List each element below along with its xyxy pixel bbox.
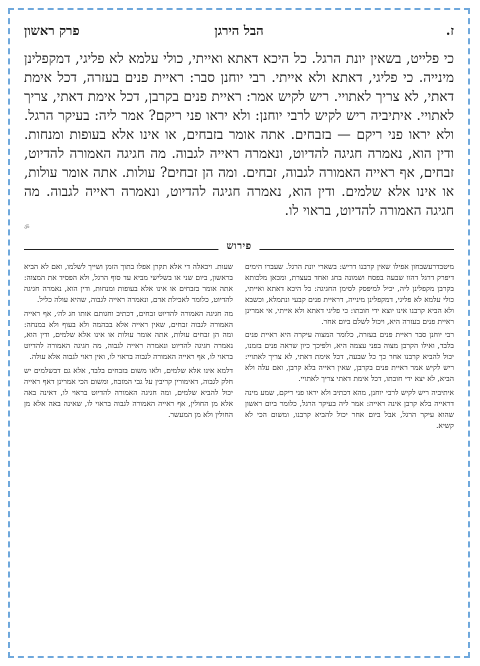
- section-mark-icon: ॐ: [24, 224, 30, 231]
- commentary-paragraph: איתיביה ריש לקיש לרבי יוחנן, מהא דכתיב ולא יראו פני ריקם, שמע מינה דראייה בלא קרבן אינה ראייה: אמר ליה בעיקר הרגל, כלומר ביום ראשון שהוא עיקר הרגל, אבל ביום אחר יכול להביא קרבנו, ומשום הכי לא קשיא.: [245, 387, 454, 430]
- commentary-paragraph: רבי יוחנן סבר ראיית פנים בעזרה, כלומר המצוה עיקרה היא ראיית פנים בלבד, ואילו הקרבן מצוה בפני עצמה היא, ולפיכך כיון שראה פנים בזמנו, יכול להביא קרבנו אחר כך כל שבעה, דכל אימת דאתי, לא צריך לאתויי: ריש לקיש אמר ראיית פנים בקרבן, שאין ראייה בלא קרבן, ואם עלה ולא הביא, לא יצא ידי חובתו, דכל אימת דאתי צריך לאתויי.: [245, 330, 454, 384]
- tractate-title: הבל הירגן: [214, 24, 264, 39]
- chapter-title: פרק ראשון: [24, 24, 80, 39]
- commentary-paragraph: מה חגיגה האמורה להדיוט זבחים, דכתיב וחגותם אותו חג לה׳, אף ראייה האמורה לגבוה זבחים, שאין ראייה אלא בבהמה ולא בעוף ולא במנחה: ומה הן זבחים עולות, אתה אומר עולות או אינו אלא שלמים, ודין הוא, נאמרה חגיגה להדיוט ונאמרה ראייה לגבוה, מה חגיגה האמורה להדיוט בראוי לו, אף ראייה האמורה לגבוה בראוי לו, ואין ראוי לגבוה אלא עולה.: [24, 308, 233, 362]
- commentary-paragraph: דלמא אינו אלא שלמים, ולאו משום בזבחים בלבד, אלא גם דבשלמים יש חלק לגבוה, דאימורין קריבין על גבי המזבח, ומשום הכי אמרינן דאף ראייה יכול להביא שלמים, ומה חגיגה האמורה להדיוט בראוי לו, דאינה באה אלא מן החולין, אף ראייה האמורה לגבוה בראוי לו, שאינה באה אלא מן החולין ולא מן המעשר.: [24, 366, 233, 419]
- main-gemara-text: כי פלייט, בשאין יונת הרגל. כל היכא דאתא ואייתי, כולי עלמא לא פליגי, דמקפלינן מינייה. כי פליגי, דאתא ולא אייתי. רבי יוחנן סבר: ראיית פנים בעזרה, דכל אימת דאתי, לא צריך לאתויי. ריש לקיש אמר: ראיית פנים בקרבן, דכל אימת דאתי, צריך לאתויי. איתיביה ריש לקיש לרבי יוחנן: ולא יראו פני ריקם? אמר ליה: בעיקר הרגל. ולא יראו פני ריקם — בזבחים. אתה אומר בזבחים, או אינו אלא בעופות ומנחות. ודין הוא, נאמרה חגיגה להדיוט, ונאמרה ראייה לגבוה. מה חגיגה האמורה להדיוט, זבחים, אף ראייה האמורה לגבוה, זבחים. ומה הן זבחים? עולות. אתה אומר עולות, או אינו אלא שלמים. ודין הוא, נאמרה חגיגה להדיוט, ונאמרה ראייה לגבוה. מה חגיגה האמורה להדיוט, בראוי לו.: [24, 51, 454, 219]
- page-number: ז.: [445, 24, 454, 39]
- commentary-columns: [24, 262, 454, 646]
- commentary-paragraph: שעות. ויכאלה די אלא תקרן אפלו בתוך הזמן ושייך לשלמו, ואם לא הביא בראשון, ביום שני או בשלישי מביא עד סוף הרגל, ולא הפסיד את המצוה: אתה אומר בזבחים או אינו אלא בעופות ומנחות, ודין הוא, נאמרה חגיגה להדיוט, כלומר לאכילת אדם, ונאמרה ראייה לגבוה, שהיא עולה כליל.: [24, 262, 233, 304]
- page-header: [24, 20, 454, 42]
- commentary-divider: [24, 242, 454, 256]
- commentary-title: פירוש: [218, 241, 259, 252]
- talmud-page: [8, 8, 470, 658]
- commentary-paragraph: מיטבדרעשבחון אפילו שאין קרבנו דריש: בשארי יונת הרגל. שעברו הימים דיפרק דרגל דהוו שבעה בפסח ושמונה בחג ואחד בעצרת, ומכאן מלכותא בקרבן מקפלינן ליה, יכיל למיפסק לסימן החגיגה: כל היכא דאתא ואייתי, כולי עלמא לא פליגי, דמקפלינן מינייה, דראיית פנים קבעי ונתמלא, וכשבא ולא הביא קרבנו אינו יוצא ידי חובתו: כי פליגי דאתא ולא אייתי, אי אמרינן ראיית פנים בעזרה היא, ויכול לשלם ביום אחר.: [245, 262, 454, 326]
